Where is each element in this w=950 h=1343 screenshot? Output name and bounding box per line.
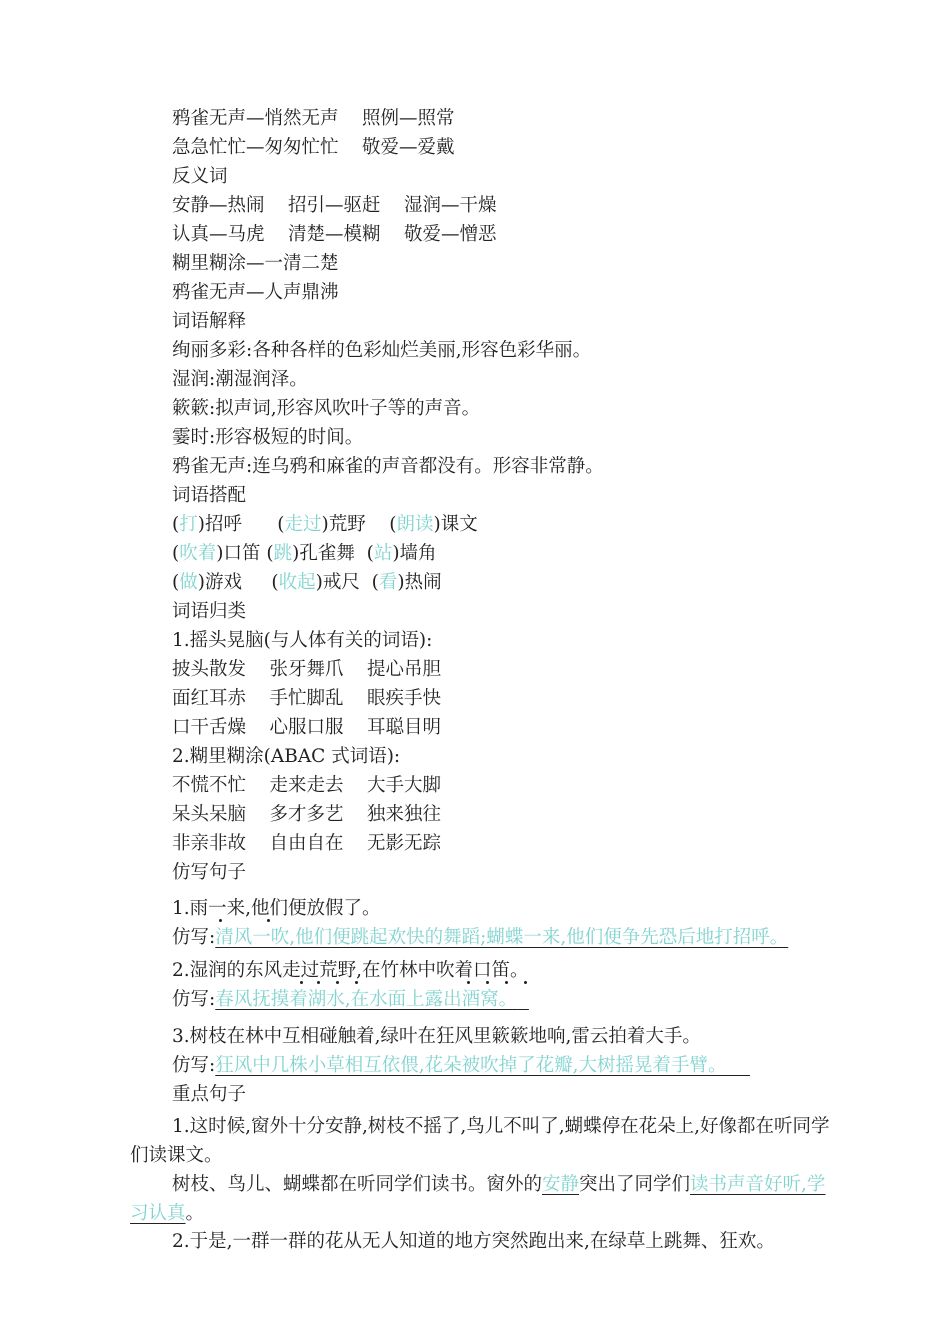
emphasis-dot xyxy=(486,981,489,984)
classify-row: 呆头呆脑 多才多艺 独来独往 xyxy=(172,804,442,825)
imitate-answer-1 xyxy=(172,926,788,950)
emphasis-dot xyxy=(267,919,270,922)
match-word: 课文 xyxy=(440,514,478,535)
explanation-4: 霎时:形容极短的时间。 xyxy=(172,427,364,448)
antonym-line-1: 安静—热闹 招引—驱赶 湿润—干燥 xyxy=(172,195,497,216)
imitate-answer-2 xyxy=(172,988,529,1012)
match-word: 墙角 xyxy=(399,543,437,564)
match-word: 游戏 xyxy=(204,572,242,593)
match-word: 招呼 xyxy=(204,514,242,535)
classify-row: 非亲非故 自由自在 无影无踪 xyxy=(172,833,442,854)
match-answer: 打 xyxy=(179,514,198,535)
match-answer: 跳 xyxy=(273,543,293,564)
match-word: 戒尺 xyxy=(322,572,360,593)
analysis-text: 树枝、鸟儿、蝴蝶都在听同学们读书。窗外的 xyxy=(172,1174,543,1195)
sentence-text: 1.雨一来,他们便放假了。 xyxy=(172,898,381,919)
imitate-label: 仿写: xyxy=(172,927,216,948)
match-answer: 走过 xyxy=(284,514,322,535)
imitate-label: 仿写: xyxy=(172,1055,216,1076)
match-answer: 朗读 xyxy=(396,514,434,535)
analysis-text: 突出了同学们 xyxy=(579,1174,691,1195)
sentence-text: 3.树枝在林中互相碰触着,绿叶在狂风里簌簌地响,雷云拍着大手。 xyxy=(172,1026,701,1047)
match-answer: 看 xyxy=(378,572,398,593)
key-sentence-2: 2.于是,一群一群的花从无人知道的地方突然跑出来,在绿草上跳舞、狂欢。 xyxy=(172,1231,775,1252)
match-row-2: (吹着)口笛 (跳)孔雀舞 (站)墙角 xyxy=(172,543,437,564)
classify-title-1: 1.摇头晃脑(与人体有关的词语): xyxy=(172,630,433,651)
match-answer: 做 xyxy=(179,572,198,593)
classify-row: 口干舌燥 心服口服 耳聪目明 xyxy=(172,717,442,738)
antonym-heading: 反义词 xyxy=(172,166,228,187)
imitate-sentence-2 xyxy=(172,959,529,983)
explanation-1: 绚丽多彩:各种各样的色彩灿烂美丽,形容色彩华丽。 xyxy=(172,340,592,361)
match-answer: 站 xyxy=(373,543,393,564)
key-analysis-1 xyxy=(130,1170,830,1228)
match-answer: 吹着 xyxy=(179,543,217,564)
emphasis-dot xyxy=(355,981,358,984)
match-word: 口笛 xyxy=(223,543,261,564)
sentence-text: 2.湿润的东风走过荒野,在竹林中吹着口笛。 xyxy=(172,960,529,981)
imitate-answer-text: 狂风中几株小草相互依偎,花朵被吹掉了花瓣,大树摇晃着手臂。 xyxy=(215,1055,727,1076)
emphasis-dot xyxy=(219,919,222,922)
classify-row: 面红耳赤 手忙脚乱 眼疾手快 xyxy=(172,688,442,709)
analysis-text: 。 xyxy=(185,1203,205,1224)
match-word: 孔雀舞 xyxy=(299,543,355,564)
emphasis-dot xyxy=(524,981,527,984)
blank-underline xyxy=(517,989,529,1010)
key-sentence-1: 1.这时候,窗外十分安静,树枝不摇了,鸟儿不叫了,蝴蝶停在花朵上,好像都在听同学们读课文。 xyxy=(130,1116,830,1166)
imitate-answer-text: 春风抚摸着湖水,在水面上露出酒窝。 xyxy=(215,989,518,1010)
blank-underline xyxy=(727,1055,751,1076)
classify-row: 不慌不忙 走来走去 大手大脚 xyxy=(172,775,442,796)
match-word: 荒野 xyxy=(328,514,366,535)
explanation-3: 簌簌:拟声词,形容风吹叶子等的声音。 xyxy=(172,398,481,419)
explain-heading: 词语解释 xyxy=(172,311,247,332)
emphasis-dot xyxy=(467,981,470,984)
antonym-line-2: 认真—马虎 清楚—模糊 敬爱—憎恶 xyxy=(172,224,497,245)
emphasis-dot xyxy=(317,981,320,984)
match-answer: 收起 xyxy=(278,572,316,593)
imitate-label: 仿写: xyxy=(172,989,216,1010)
emphasis-dot xyxy=(336,981,339,984)
emphasis-dot xyxy=(505,981,508,984)
synonym-line-1: 鸦雀无声—悄然无声 照例—照常 xyxy=(172,108,455,129)
antonym-line-4: 鸦雀无声—人声鼎沸 xyxy=(172,282,339,303)
key-heading: 重点句子 xyxy=(172,1084,247,1105)
analysis-answer: 读书声音好听,学习认真 xyxy=(130,1174,826,1224)
explanation-5: 鸦雀无声:连乌鸦和麻雀的声音都没有。形容非常静。 xyxy=(172,456,604,477)
match-row-3: (做)游戏 (收起)戒尺 (看)热闹 xyxy=(172,572,442,593)
match-row-1: (打)招呼 (走过)荒野 (朗读)课文 xyxy=(172,514,478,535)
classify-heading: 词语归类 xyxy=(172,601,247,622)
emphasis-dot xyxy=(300,981,303,984)
imitate-answer-text: 清风一吹,他们便跳起欢快的舞蹈;蝴蝶一来,他们便争先恐后地打招呼。 xyxy=(215,927,789,948)
analysis-answer: 安静 xyxy=(542,1174,580,1195)
imitate-heading: 仿写句子 xyxy=(172,862,247,883)
match-heading: 词语搭配 xyxy=(172,485,247,506)
match-word: 热闹 xyxy=(404,572,442,593)
classify-title-2: 2.糊里糊涂(ABAC 式词语): xyxy=(172,746,401,767)
explanation-2: 湿润:潮湿润泽。 xyxy=(172,369,308,390)
antonym-line-3: 糊里糊涂—一清二楚 xyxy=(172,253,339,274)
imitate-sentence-1 xyxy=(172,897,381,921)
synonym-line-2: 急急忙忙—匆匆忙忙 敬爱—爱戴 xyxy=(172,137,455,158)
classify-row: 披头散发 张牙舞爪 提心吊胆 xyxy=(172,659,442,680)
imitate-sentence-3 xyxy=(172,1025,701,1049)
imitate-answer-3 xyxy=(172,1054,750,1078)
